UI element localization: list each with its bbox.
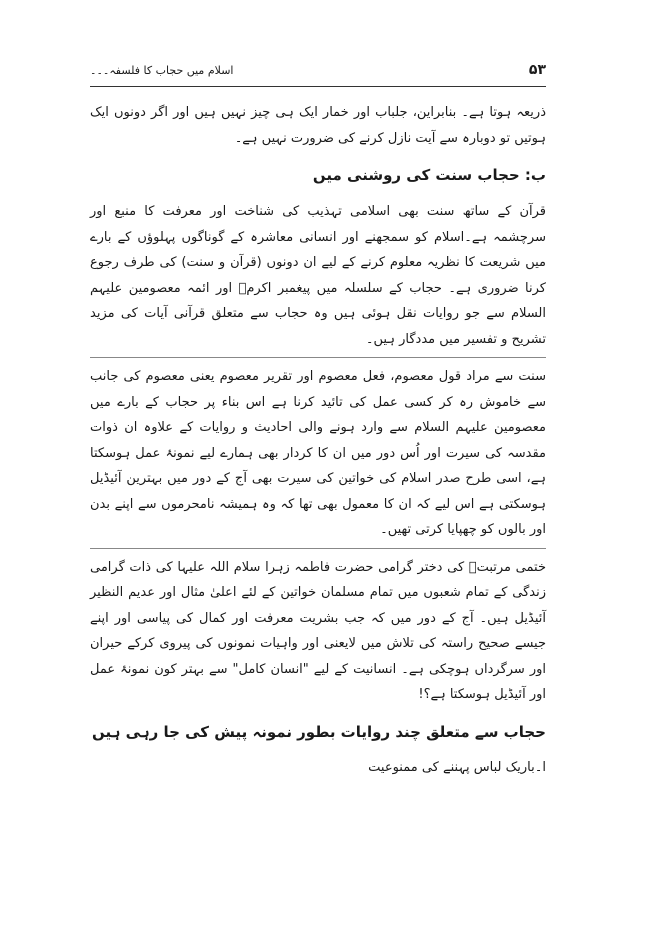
section-heading-narrations: حجاب سے متعلق چند روایات بطور نمونہ پیش کی جا رہی ہیں	[92, 722, 546, 741]
paragraph-2: قرآن کے ساتھ سنت بھی اسلامی تہذیب کی شناخت اور معرفت کا منبع اور سرچشمہ ہے۔اسلام کو سمجھنے اور انسانی معاشرہ کے گوناگوں پہلوؤں کے بارے میں شریعت کا نظریہ معلوم کرنے کے لیے ان دونوں (قرآن و سنت) کی طرف رجوع کرنا ضروری ہے۔ حجاب کے سلسلہ میں پیغمبر اکرمؐ اور ائمہ معصومین علیہم السلام سے جو روایات نقل ہوئی ہیں وہ حجاب سے متعلق قرآنی آیات کی مزید تشریح و تفسیر میں مددگار ہیں۔	[90, 204, 546, 347]
paragraph-1: ذریعہ ہوتا ہے۔ بنابراین، جلباب اور خمار ایک ہی چیز نہیں ہیں اور اگر دونوں ایک ہوتیں تو دوبارہ سے آیت نازل کرنے کی ضرورت نہیں ہے۔	[90, 105, 546, 146]
paragraph-3: سنت سے مراد قول معصوم، فعل معصوم اور تقریر معصوم یعنی معصوم کی جانب سے خاموش رہ کر کسی عمل کی تائید کرنا ہے اس بناء پر حجاب کے بارے میں معصومین علیہم السلام سے وارد ہونے والی احادیث و روایات کے علاوہ ان ذوات مقدسہ کی سیرت اور اُس دور میں ان کا کردار بھی ہمارے لیے نمونۂ عمل ہوسکتا ہے، اسی طرح صدر اسلام کی خواتین کی سیرت بھی آج کے دور میں بہترین آئیڈیل ہوسکتی ہے اس لیے کہ ان کا معمول بھی تھا کہ وہ ہمیشہ نامحرموں سے اپنے بدن اور بالوں کو چھپایا کرتی تھیں۔	[90, 369, 546, 537]
page-number: ۵۳	[528, 62, 546, 78]
section-heading-sunnah: ب: حجاب سنت کی روشنی میں	[312, 166, 546, 184]
running-title: اسلام میں حجاب کا فلسفہ۔۔۔	[90, 64, 234, 77]
paragraph-divider	[90, 357, 546, 358]
page-body	[90, 100, 546, 780]
page-header	[90, 60, 546, 82]
paragraph-4: ختمی مرتبتؐ کی دختر گرامی حضرت فاطمہ زہرا سلام اللہ علیہا کی ذات گرامی زندگی کے تمام شعبوں میں تمام مسلمان خواتین کے لئے اعلیٰ مثال اور عدیم النظیر آئیڈیل ہیں۔ آج کے دور میں کہ جب بشریت معرفت اور کمال کی پیاسی اور اپنے جیسے صحیح راستہ کی تلاش میں لایعنی اور واہیات نمونوں کی پیروی کرکے حیران اور سرگرداں ہوچکی ہے۔ انسانیت کے لیے "انسان کامل" سے بہتر کون نمونۂ عمل اور آئیڈیل ہوسکتا ہے؟!	[90, 559, 546, 702]
subheading-thin-clothing: ا۔باریک لباس پہننے کی ممنوعیت	[368, 759, 546, 775]
header-rule	[90, 86, 546, 87]
paragraph-divider	[90, 548, 546, 549]
